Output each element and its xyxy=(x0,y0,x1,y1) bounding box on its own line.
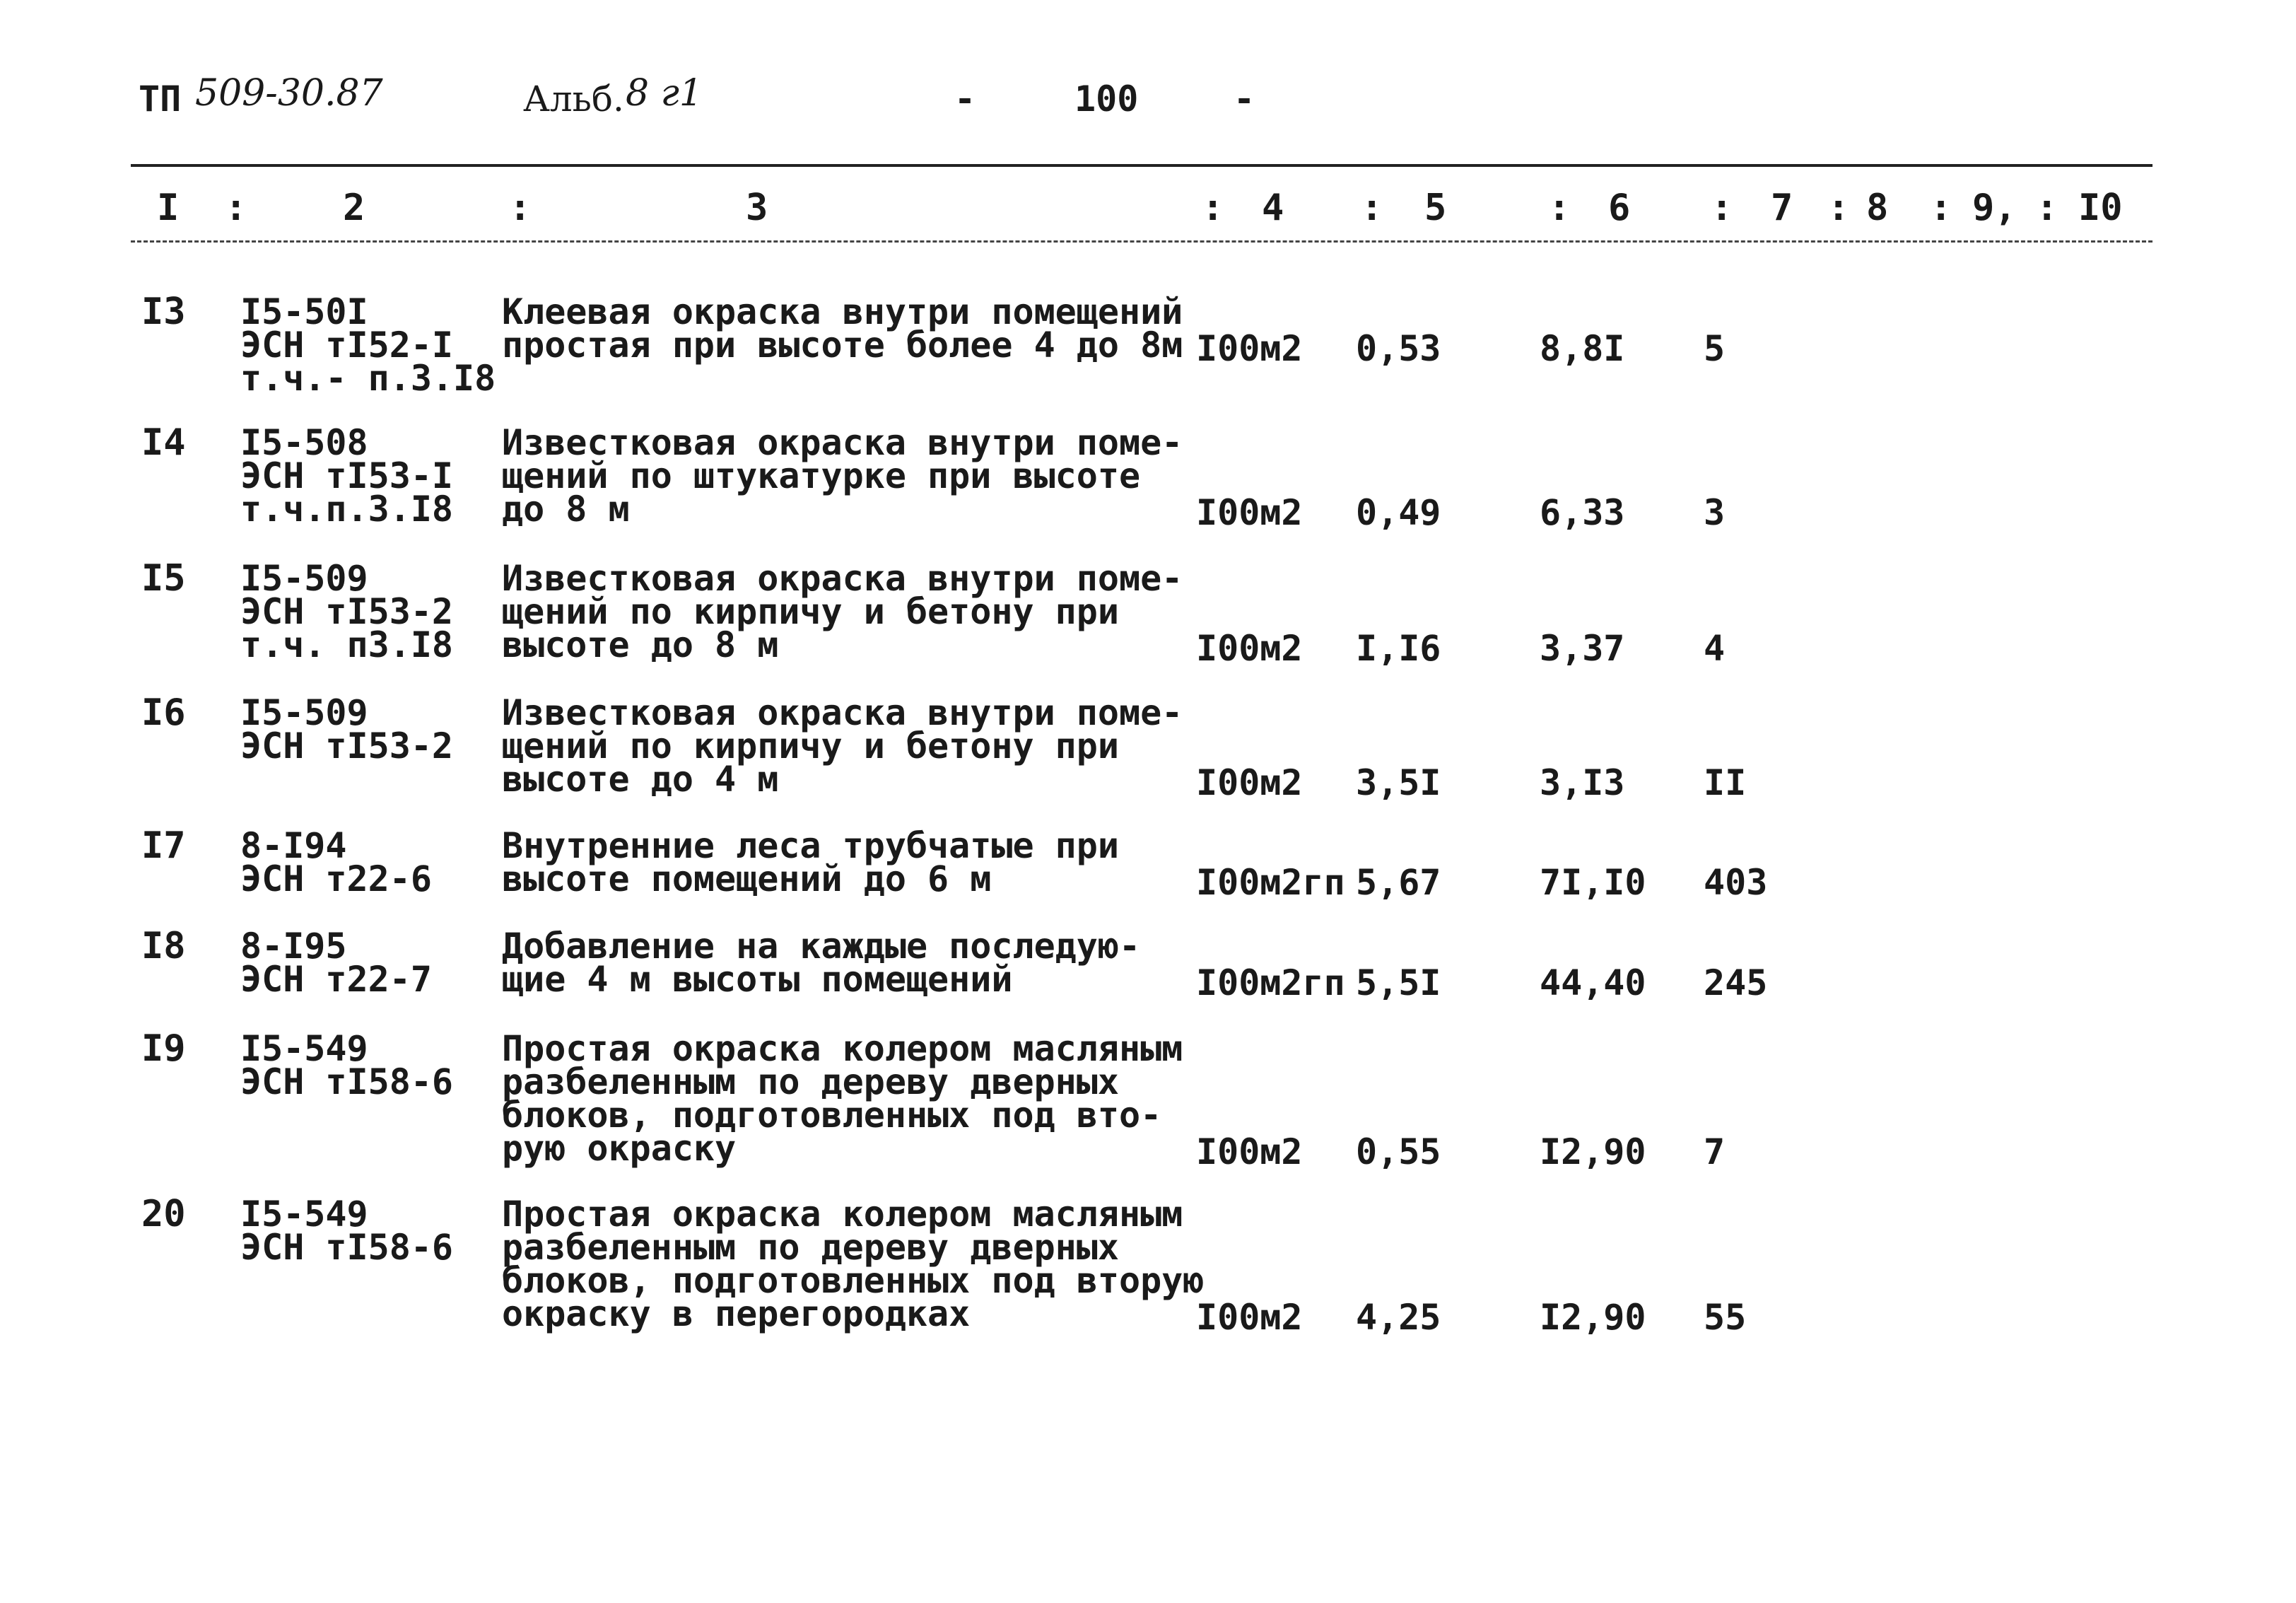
work-description-line: окраску в перегородках xyxy=(502,1293,971,1334)
norm-code xyxy=(240,692,454,766)
series-prefix: ТП xyxy=(139,78,182,120)
quantity-value: 0,49 xyxy=(1356,492,1441,533)
work-description-line: высоте помещений до 6 м xyxy=(502,858,992,899)
norm-code-line: 8-I95 xyxy=(240,926,347,967)
row-number: I7 xyxy=(141,824,186,867)
work-description-line: блоков, подготовленных под вторую xyxy=(502,1260,1205,1301)
row-number: I5 xyxy=(141,557,186,600)
norm-code xyxy=(240,422,454,530)
norm-code-line: ЭСН тI53-2 xyxy=(240,725,454,766)
work-description-line: щений по штукатурке при высоте xyxy=(502,455,1141,496)
total-value: 245 xyxy=(1704,962,1768,1003)
header-dash-right: - xyxy=(1234,78,1255,120)
column-header-5: 5 xyxy=(1424,187,1447,229)
norm-value: I2,90 xyxy=(1540,1131,1646,1172)
work-description xyxy=(502,692,1183,800)
column-header-2: 2 xyxy=(343,187,365,229)
unit-of-measure: I00м2гп xyxy=(1196,962,1345,1003)
norm-code xyxy=(240,1028,454,1102)
column-header-4: 4 xyxy=(1262,187,1284,229)
unit-of-measure: I00м2 xyxy=(1196,1131,1303,1172)
total-value: 403 xyxy=(1704,862,1768,903)
table-top-rule xyxy=(131,164,2152,167)
quantity-value: 3,5I xyxy=(1356,762,1441,803)
norm-code-line: ЭСН тI58-6 xyxy=(240,1227,454,1268)
work-description-line: Клеевая окраска внутри помещений xyxy=(502,291,1183,332)
column-separator: : xyxy=(1930,187,1952,229)
column-header-3: 3 xyxy=(746,187,768,229)
total-value: 7 xyxy=(1704,1131,1726,1172)
quantity-value: 5,5I xyxy=(1356,962,1441,1003)
work-description-line: высоте до 4 м xyxy=(502,759,779,800)
work-description-line: простая при высоте более 4 до 8м xyxy=(502,325,1183,366)
norm-code-line: т.ч. п3.I8 xyxy=(240,624,454,665)
work-description-line: Известковая окраска внутри поме- xyxy=(502,558,1183,599)
column-header-9: 9, xyxy=(1972,187,2017,229)
unit-of-measure: I00м2 xyxy=(1196,492,1303,533)
norm-code-line: ЭСН тI52-I xyxy=(240,325,454,366)
norm-code-line: ЭСН т22-7 xyxy=(240,959,432,1000)
norm-code-line: I5-509 xyxy=(240,692,368,733)
norm-value: I2,90 xyxy=(1540,1297,1646,1338)
quantity-value: 0,55 xyxy=(1356,1131,1441,1172)
column-separator: : xyxy=(1711,187,1733,229)
table-header-rule xyxy=(131,240,2152,243)
row-number: I3 xyxy=(141,291,186,333)
unit-of-measure: I00м2 xyxy=(1196,328,1303,369)
quantity-value: 5,67 xyxy=(1356,862,1441,903)
column-header-10: I0 xyxy=(2078,187,2123,229)
total-value: 3 xyxy=(1704,492,1726,533)
total-value: II xyxy=(1704,762,1747,803)
work-description-line: Простая окраска колером масляным xyxy=(502,1028,1183,1069)
norm-code xyxy=(240,291,496,399)
quantity-value: 0,53 xyxy=(1356,328,1441,369)
row-number: I8 xyxy=(141,925,186,967)
work-description-line: высоте до 8 м xyxy=(502,624,779,665)
work-description xyxy=(502,1194,1205,1334)
work-description-line: щений по кирпичу и бетону при xyxy=(502,591,1119,632)
column-separator: : xyxy=(509,187,532,229)
norm-code-line: 8-I94 xyxy=(240,825,347,866)
work-description-line: Известковая окраска внутри поме- xyxy=(502,692,1183,733)
work-description-line: разбеленным по дереву дверных xyxy=(502,1061,1119,1102)
norm-value: 8,8I xyxy=(1540,328,1625,369)
norm-code xyxy=(240,825,432,899)
work-description xyxy=(502,1028,1183,1169)
work-description xyxy=(502,558,1183,665)
album-label: Альб. xyxy=(523,78,624,120)
norm-code-line: I5-549 xyxy=(240,1194,368,1235)
norm-code-line: т.ч.п.3.I8 xyxy=(240,489,454,530)
quantity-value: I,I6 xyxy=(1356,628,1441,669)
work-description-line: Добавление на каждые последую- xyxy=(502,926,1141,967)
work-description-line: до 8 м xyxy=(502,489,630,530)
column-separator: : xyxy=(1548,187,1571,229)
work-description-line: Известковая окраска внутри поме- xyxy=(502,422,1183,463)
unit-of-measure: I00м2 xyxy=(1196,1297,1303,1338)
norm-value: 6,33 xyxy=(1540,492,1625,533)
norm-code-line: I5-508 xyxy=(240,422,368,463)
work-description-line: разбеленным по дереву дверных xyxy=(502,1227,1119,1268)
norm-code-line: I5-50I xyxy=(240,291,368,332)
column-separator: : xyxy=(2036,187,2058,229)
unit-of-measure: I00м2 xyxy=(1196,762,1303,803)
quantity-value: 4,25 xyxy=(1356,1297,1441,1338)
norm-value: 3,37 xyxy=(1540,628,1625,669)
norm-code-line: ЭСН тI53-I xyxy=(240,455,454,496)
norm-code-line: I5-549 xyxy=(240,1028,368,1069)
row-number: I9 xyxy=(141,1027,186,1070)
work-description-line: блоков, подготовленных под вто- xyxy=(502,1095,1162,1136)
row-number: I4 xyxy=(141,421,186,464)
series-code: 509-30.87 xyxy=(195,72,383,115)
column-separator: : xyxy=(1361,187,1383,229)
work-description xyxy=(502,422,1183,530)
total-value: 5 xyxy=(1704,328,1726,369)
norm-code xyxy=(240,926,432,1000)
norm-code-line: ЭСН тI58-6 xyxy=(240,1061,454,1102)
column-header-7: 7 xyxy=(1771,187,1793,229)
column-header-6: 6 xyxy=(1608,187,1631,229)
total-value: 4 xyxy=(1704,628,1726,669)
norm-code xyxy=(240,1194,454,1268)
norm-value: 3,I3 xyxy=(1540,762,1625,803)
work-description-line: щений по кирпичу и бетону при xyxy=(502,725,1119,766)
norm-value: 44,40 xyxy=(1540,962,1646,1003)
column-header-8: 8 xyxy=(1866,187,1889,229)
row-number: I6 xyxy=(141,692,186,734)
work-description-line: щие 4 м высоты помещений xyxy=(502,959,1013,1000)
norm-value: 7I,I0 xyxy=(1540,862,1646,903)
total-value: 55 xyxy=(1704,1297,1747,1338)
column-separator: : xyxy=(225,187,247,229)
work-description-line: рую окраску xyxy=(502,1128,737,1169)
work-description xyxy=(502,825,1119,899)
page-number: 100 xyxy=(1074,78,1139,120)
row-number: 20 xyxy=(141,1193,186,1235)
work-description-line: Внутренние леса трубчатые при xyxy=(502,825,1119,866)
column-header-1: I xyxy=(157,187,180,229)
work-description xyxy=(502,926,1141,1000)
norm-code-line: ЭСН тI53-2 xyxy=(240,591,454,632)
norm-code-line: ЭСН т22-6 xyxy=(240,858,432,899)
work-description xyxy=(502,291,1183,366)
unit-of-measure: I00м2 xyxy=(1196,628,1303,669)
column-separator: : xyxy=(1827,187,1850,229)
work-description-line: Простая окраска колером масляным xyxy=(502,1194,1183,1235)
norm-code-line: I5-509 xyxy=(240,558,368,599)
unit-of-measure: I00м2гп xyxy=(1196,862,1345,903)
column-separator: : xyxy=(1202,187,1224,229)
norm-code-line: т.ч.- п.3.I8 xyxy=(240,358,496,399)
album-number: 8 г1 xyxy=(626,72,703,115)
norm-code xyxy=(240,558,454,665)
header-dash-left: - xyxy=(954,78,976,120)
